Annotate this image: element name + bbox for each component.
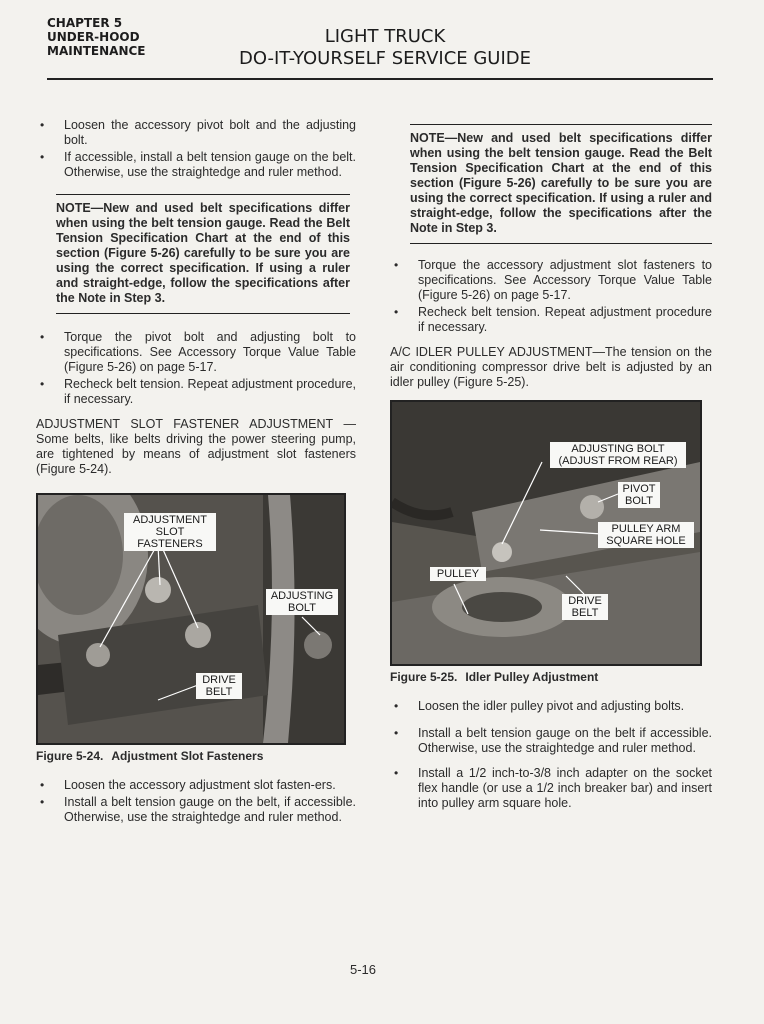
callout-drive-belt: DRIVE BELT: [562, 594, 608, 620]
page-number: 5-16: [350, 962, 377, 977]
figure-number: Figure 5-25.: [390, 670, 458, 684]
figure-caption: [36, 749, 356, 764]
bullet-icon: •: [394, 726, 399, 740]
bullet-icon: •: [394, 258, 399, 272]
figure-number: Figure 5-24.: [36, 749, 104, 763]
list-item: • Loosen the accessory pivot bolt and the adjusting bolt.: [40, 118, 356, 147]
list-item: • Torque the pivot bolt and adjusting bolt to specifications. See Accessory Torque Value Table (Figure 5-26) on page 5-17.: [40, 330, 356, 374]
right-column: [390, 124, 712, 813]
bullet-icon: •: [40, 118, 45, 132]
callout-pivot-bolt: PIVOT BOLT: [618, 482, 660, 508]
chapter-line: CHAPTER 5: [47, 16, 123, 30]
list-item: • Recheck belt tension. Repeat adjustment procedure, if necessary.: [40, 377, 356, 406]
list-item: • Loosen the accessory adjustment slot fasten-ers.: [40, 778, 336, 792]
callout-adjusting-bolt: ADJUSTING BOLT: [266, 589, 338, 615]
figure-caption: [390, 670, 712, 685]
figure-title: Adjustment Slot Fasteners: [111, 749, 264, 763]
note-box: NOTE—New and used belt specifications differ when using the belt tension gauge. Read the Belt Tension Specification Chart at the end of this section (Figure 5-26) carefully to be sure you are using the correct specification. If using a ruler and straight-edge, follow the specifications after the Note in Step 3.: [56, 194, 350, 314]
callout-pulley-arm-square-hole: PULLEY ARM SQUARE HOLE: [598, 522, 694, 548]
figure-5-24-photo: [36, 493, 346, 745]
bullet-icon: •: [40, 377, 45, 391]
bullet-list: [36, 330, 356, 407]
list-item: • If accessible, install a belt tension gauge on the belt. Otherwise, use the straightedge and ruler method.: [40, 150, 356, 179]
callout-adjusting-bolt: ADJUSTING BOLT (ADJUST FROM REAR): [550, 442, 686, 468]
bullet-icon: •: [40, 150, 45, 164]
section-paragraph: ADJUSTMENT SLOT FASTENER ADJUSTMENT —Some belts, like belts driving the power steering pump, are tightened by means of adjustment slot fasteners (Figure 5-24).: [36, 417, 356, 476]
list-item: • Install a belt tension gauge on the belt if accessible. Otherwise, use the straightedge and ruler method.: [394, 726, 712, 755]
callout-drive-belt: DRIVE BELT: [196, 673, 242, 699]
callout-adjustment-slot-fasteners: ADJUSTMENT SLOT FASTENERS: [124, 513, 216, 551]
list-item: • Install a 1/2 inch-to-3/8 inch adapter on the socket flex handle (or use a 1/2 inch breaker bar) and insert into pulley arm square hole.: [394, 766, 712, 810]
bullet-icon: •: [40, 795, 45, 809]
figure-5-25-photo: [390, 400, 702, 666]
chapter-heading: [47, 16, 146, 58]
bullet-icon: •: [394, 305, 399, 319]
figure-title: Idler Pulley Adjustment: [465, 670, 599, 684]
list-item: • Install a belt tension gauge on the belt, if accessible. Otherwise, use the straightedge and ruler method.: [40, 795, 356, 824]
list-item: • Loosen the idler pulley pivot and adjusting bolts.: [394, 699, 685, 713]
callout-pulley: PULLEY: [430, 567, 486, 581]
chapter-line: UNDER-HOOD: [47, 30, 140, 44]
bullet-list: [390, 699, 712, 811]
note-box: NOTE—New and used belt specifications differ when using the belt tension gauge. Read the Belt Tension Specification Chart at the end of this section (Figure 5-26) carefully to be sure you are using the correct specification. If using a ruler and straight-edge, follow the specifications after the Note in Step 3.: [410, 124, 712, 244]
bullet-icon: •: [394, 766, 399, 780]
bullet-list: [36, 118, 356, 180]
header-rule: [47, 78, 713, 80]
bullet-icon: •: [40, 330, 45, 344]
title-line: LIGHT TRUCK: [324, 26, 446, 47]
list-item: • Torque the accessory adjustment slot fasteners to specifications. See Accessory Torque Value Table (Figure 5-26) on page 5-17.: [394, 258, 712, 302]
chapter-line: MAINTENANCE: [47, 44, 146, 58]
section-paragraph: A/C IDLER PULLEY ADJUSTMENT—The tension on the air conditioning compressor drive belt is adjusted by an idler pulley (Figure 5-25).: [390, 345, 712, 389]
bullet-list: [390, 258, 712, 335]
bullet-icon: •: [40, 778, 45, 792]
page-title: [230, 26, 540, 70]
left-column: [36, 118, 356, 827]
title-line: DO-IT-YOURSELF SERVICE GUIDE: [238, 48, 532, 69]
bullet-icon: •: [394, 699, 399, 713]
list-item: • Recheck belt tension. Repeat adjustment procedure if necessary.: [394, 305, 712, 334]
bullet-list: [36, 778, 356, 825]
